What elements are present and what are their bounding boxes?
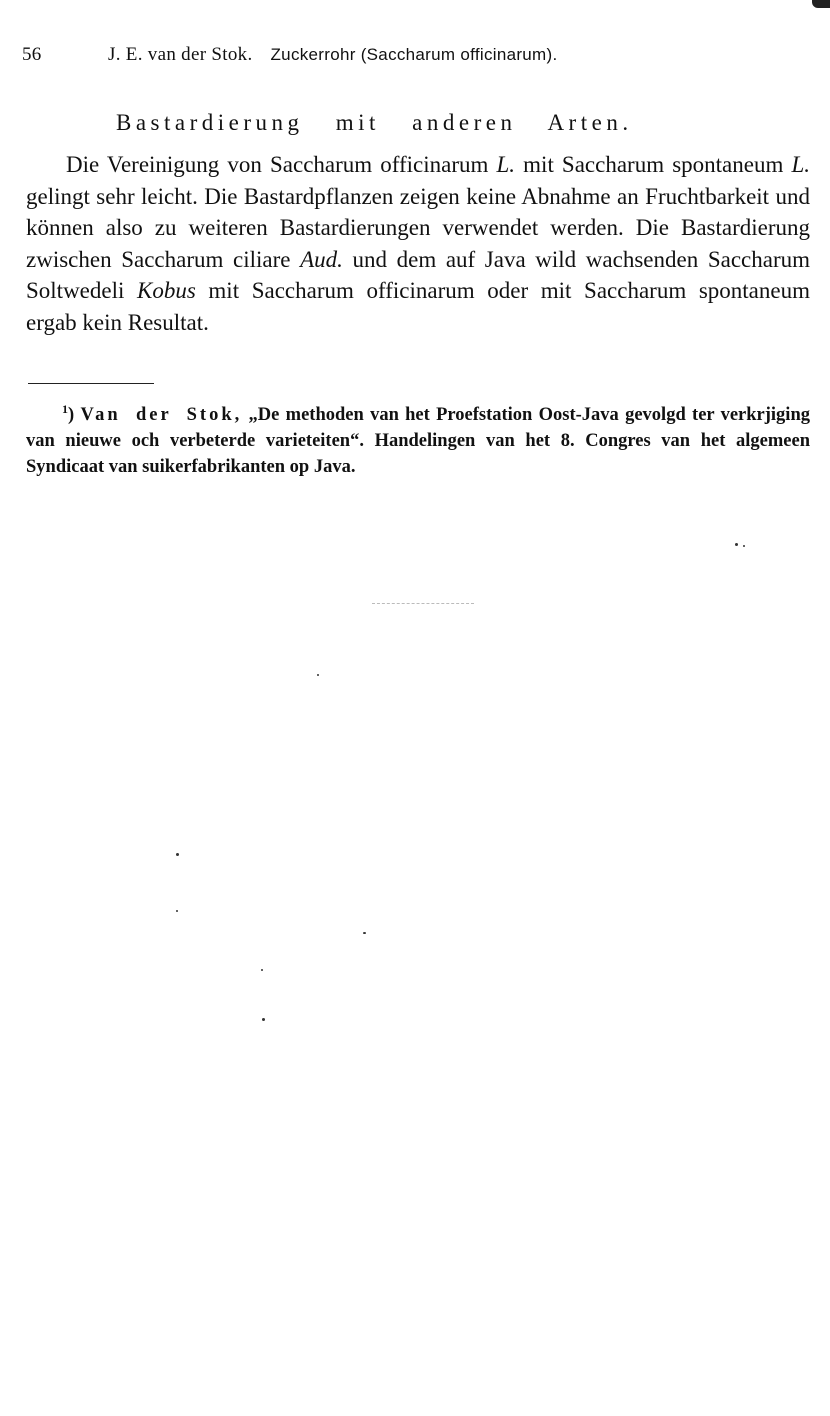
running-head-title: Zuckerrohr (Saccharum officinarum).	[270, 45, 558, 64]
scan-speck	[363, 932, 366, 934]
author-abbreviation: Kobus	[137, 278, 196, 303]
running-head	[22, 44, 558, 66]
section-heading: Bastardierung mit anderen Arten.	[116, 110, 633, 135]
body-text-run: Die Vereinigung von Saccharum officinarum	[66, 152, 497, 177]
body-paragraph	[26, 149, 810, 338]
author-abbreviation: L.	[791, 152, 810, 177]
scan-speck	[743, 545, 745, 547]
running-head-author: J. E. van der Stok.	[108, 44, 253, 65]
body-text-run: mit Saccharum spontaneum	[515, 152, 792, 177]
footnote-author: Van der Stok,	[80, 405, 243, 425]
page-number: 56	[22, 44, 42, 65]
footnote-marker: 1	[62, 402, 68, 416]
scan-speck	[176, 853, 179, 856]
scan-artifact-line	[372, 603, 474, 604]
body-text-run: und dem auf Java wild wachsenden Saccharum Soltwedeli	[26, 246, 810, 303]
author-abbreviation: Aud.	[300, 246, 343, 272]
scan-speck	[176, 910, 178, 912]
footnote-bracket: )	[68, 405, 75, 425]
scan-corner-mark	[812, 0, 830, 8]
footnote-rule	[28, 383, 154, 384]
scan-speck	[262, 1018, 265, 1021]
scan-speck	[261, 969, 263, 971]
footnote-text: „De methoden van het Proefstation Oost-Java gevolgd ter verkrjiging van nieuwe och verbeterde varieteiten“. Handelingen van het 8. Congres van het algemeen Syndicaat van suikerfabrikanten op Java.	[26, 405, 810, 477]
footnote	[26, 396, 810, 480]
scan-speck	[317, 674, 319, 676]
body-text-run: gelingt sehr leicht. Die Bastardpflanzen zeigen keine Abnahme an Fruchtbarkeit und können also zu weiteren Bastardierungen verwendet werden. Die Bastardierung zwischen Saccharum ciliare	[26, 183, 810, 272]
scan-speck	[735, 543, 738, 546]
author-abbreviation: L.	[496, 152, 516, 177]
body-text-run: mit Saccharum officinarum oder mit Saccharum spontaneum ergab kein Resultat.	[26, 278, 810, 335]
